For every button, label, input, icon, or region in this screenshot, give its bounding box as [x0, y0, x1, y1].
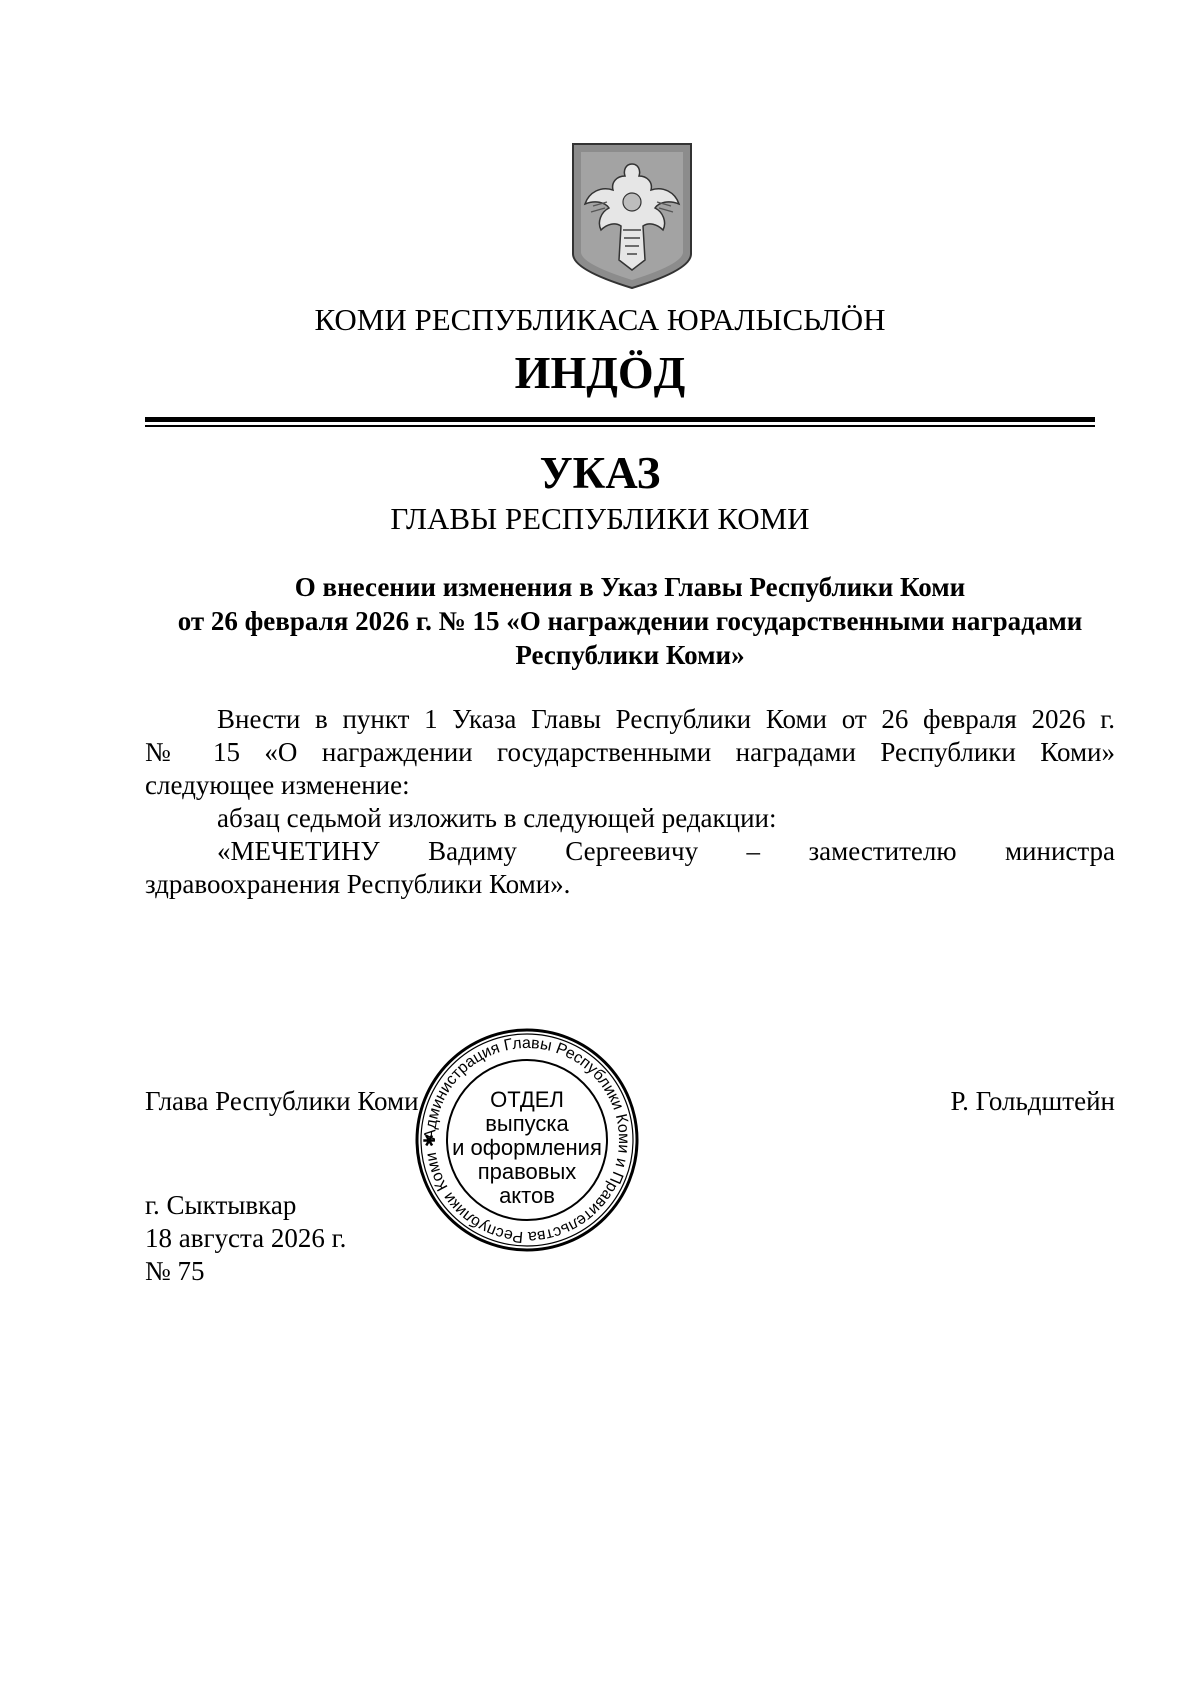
title-line: О внесении изменения в Указ Главы Республики Коми: [294, 572, 966, 602]
issuer-heading: ГЛАВЫ РЕСПУБЛИКИ КОМИ: [390, 501, 810, 536]
title-line: Республики Коми»: [515, 640, 745, 670]
body-paragraph-line: «МЕЧЕТИНУ Вадиму Сергеевичу – заместителю министра: [217, 836, 1115, 866]
republic-komi-heading: КОМИ РЕСПУБЛИКАСА ЮРАЛЫСЬЛӦН: [314, 302, 886, 337]
title-line: от 26 февраля 2026 г. № 15 «О награждении государственными наградами: [177, 606, 1083, 636]
body-paragraph-line: здравоохранения Республики Коми».: [145, 869, 571, 899]
document-title: [145, 570, 1115, 672]
body-paragraph-line: № 15 «О награждении государственными наградами Республики Коми»: [145, 737, 1115, 767]
signatory-name: Р. Гольдштейн: [950, 1086, 1115, 1116]
body-paragraph-line: абзац седьмой изложить в следующей редакции:: [217, 803, 777, 833]
stamp-line: ОТДЕЛ: [490, 1087, 564, 1112]
document-body: [145, 703, 1115, 901]
header-divider-thick: [145, 417, 1095, 422]
place-date-block: [145, 1189, 346, 1288]
signatory-position: Глава Республики Коми: [145, 1086, 419, 1116]
body-paragraph-line: следующее изменение:: [145, 770, 410, 800]
document-date: 18 августа 2026 г.: [145, 1223, 347, 1253]
body-paragraph-line: Внести в пункт 1 Указа Главы Республики Коми от 26 февраля 2026 г.: [217, 704, 1115, 734]
stamp-ring-text: Администрация Главы Республики Коми и Правительства Республики Коми ✱: [421, 1034, 633, 1246]
stamp-line: выпуска: [485, 1111, 569, 1136]
stamp-line: правовых: [477, 1159, 577, 1184]
stamp-line: актов: [499, 1183, 555, 1208]
document-number: № 75: [145, 1256, 205, 1286]
official-stamp: [412, 1025, 642, 1255]
coat-of-arms-emblem: [571, 142, 693, 290]
header-divider-thin: [145, 425, 1095, 427]
decree-komi-heading: ИНДӦД: [514, 347, 686, 398]
place-city: г. Сыктывкар: [145, 1190, 297, 1220]
stamp-line: и оформления: [452, 1135, 602, 1160]
decree-heading: УКАЗ: [539, 448, 661, 498]
